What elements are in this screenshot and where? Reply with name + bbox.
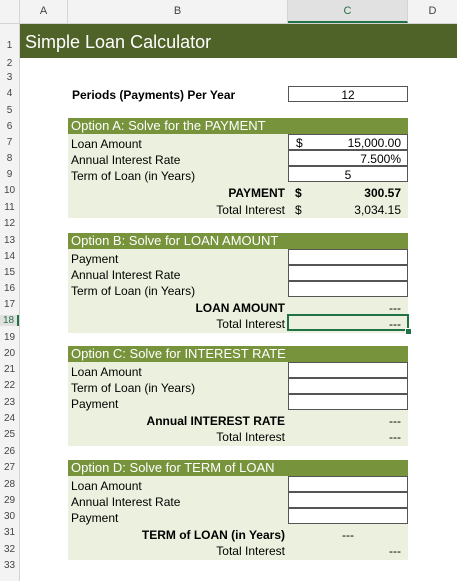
row-header[interactable]: 19	[3, 332, 16, 343]
option-a-loan-amount-label: Loan Amount	[71, 137, 142, 151]
option-d-payment-label: Payment	[71, 511, 119, 525]
column-header-row	[0, 0, 457, 24]
option-a-term-input[interactable]	[288, 166, 408, 182]
option-c-term-input[interactable]	[288, 378, 408, 394]
row-header[interactable]: 5	[6, 105, 13, 116]
row-header[interactable]: 27	[3, 462, 16, 473]
option-a-total-interest-label: Total Interest	[216, 203, 285, 217]
row-header[interactable]: 16	[3, 283, 16, 294]
periods-label: Periods (Payments) Per Year	[72, 88, 236, 102]
option-c-rate-label: Annual INTEREST RATE	[146, 414, 285, 428]
option-b-rate-label: Annual Interest Rate	[71, 268, 181, 282]
option-b-loan-amount-label: LOAN AMOUNT	[195, 301, 285, 315]
option-a-payment-currency: $	[295, 186, 302, 200]
option-c-term-label: Term of Loan (in Years)	[71, 381, 196, 395]
fill-handle[interactable]	[405, 328, 412, 335]
option-c-rate-value[interactable]: ---	[389, 414, 401, 428]
option-b-rate-input[interactable]	[288, 265, 408, 281]
option-a-total-interest-currency: $	[295, 203, 302, 217]
option-b-payment-label: Payment	[71, 252, 119, 266]
option-b-total-interest-label: Total Interest	[216, 317, 285, 331]
row-header[interactable]: 24	[3, 413, 16, 424]
option-d-term-value[interactable]: ---	[342, 528, 354, 542]
row-header[interactable]: 1	[6, 40, 13, 51]
row-header[interactable]: 2	[6, 58, 13, 69]
option-a-loan-amount-currency: $	[296, 136, 303, 150]
row-header[interactable]: 23	[3, 397, 16, 408]
row-header[interactable]: 15	[3, 267, 16, 278]
row-header[interactable]: 20	[3, 348, 16, 359]
option-c-loan-amount-input[interactable]	[288, 362, 408, 378]
option-c-header: Option C: Solve for INTEREST RATE	[68, 346, 408, 362]
row-header[interactable]: 7	[6, 137, 13, 148]
option-d-rate-input[interactable]	[288, 492, 408, 508]
row-header[interactable]: 11	[4, 202, 15, 213]
option-a-total-interest-value[interactable]: 3,034.15	[354, 203, 401, 217]
column-header-d[interactable]: D	[428, 5, 437, 17]
row-header[interactable]: 25	[3, 429, 16, 440]
option-d-header: Option D: Solve for TERM of LOAN	[68, 460, 408, 476]
option-b-total-interest-value[interactable]: ---	[389, 317, 401, 331]
column-header-b[interactable]: B	[68, 0, 288, 23]
row-header[interactable]: 9	[6, 169, 13, 180]
option-c-loan-amount-label: Loan Amount	[71, 365, 142, 379]
row-header[interactable]: 33	[3, 560, 16, 571]
option-d-total-interest-value[interactable]: ---	[389, 544, 401, 558]
option-b-loan-amount-value[interactable]: ---	[389, 301, 401, 315]
option-a-payment-label: PAYMENT	[228, 186, 285, 200]
option-a-rate-label: Annual Interest Rate	[71, 153, 181, 167]
option-a-rate-value: 7.500%	[360, 152, 401, 166]
column-header-a[interactable]: A	[20, 0, 68, 23]
option-a-loan-amount-input[interactable]	[288, 134, 408, 150]
row-header[interactable]: 32	[3, 544, 16, 555]
option-a-loan-amount-value: 15,000.00	[347, 136, 401, 150]
row-header[interactable]: 31	[3, 527, 16, 538]
option-b-payment-input[interactable]	[288, 249, 408, 265]
option-d-loan-amount-input[interactable]	[288, 476, 408, 492]
option-c-payment-input[interactable]	[288, 394, 408, 410]
row-header[interactable]: 21	[3, 364, 16, 375]
option-d-total-interest-label: Total Interest	[216, 544, 285, 558]
row-header[interactable]: 17	[3, 299, 16, 310]
row-header[interactable]: 29	[3, 495, 16, 506]
periods-value: 12	[341, 88, 355, 102]
option-a-term-label: Term of Loan (in Years)	[71, 169, 196, 183]
option-a-payment-value[interactable]: 300.57	[364, 186, 401, 200]
row-header[interactable]: 10	[3, 185, 16, 196]
periods-input[interactable]	[288, 86, 408, 102]
row-header[interactable]: 22	[3, 380, 16, 391]
option-c-total-interest-label: Total Interest	[216, 430, 285, 444]
option-a-header: Option A: Solve for the PAYMENT	[68, 118, 408, 134]
row-header-column	[0, 24, 20, 581]
option-b-term-input[interactable]	[288, 281, 408, 297]
option-b-term-label: Term of Loan (in Years)	[71, 284, 196, 298]
option-d-loan-amount-label: Loan Amount	[71, 479, 142, 493]
row-header-selected[interactable]: 18	[0, 315, 19, 326]
row-header[interactable]: 13	[3, 235, 16, 246]
row-header[interactable]: 28	[3, 479, 16, 490]
option-a-rate-input[interactable]	[288, 150, 408, 166]
sheet-title[interactable]: Simple Loan Calculator	[25, 32, 212, 52]
row-header[interactable]: 3	[6, 72, 13, 83]
selected-cell-c18[interactable]	[287, 314, 409, 331]
option-c-total-interest-value[interactable]: ---	[389, 430, 401, 444]
row-header[interactable]: 26	[3, 446, 16, 457]
option-a-term-value: 5	[344, 168, 352, 182]
option-d-rate-label: Annual Interest Rate	[71, 495, 181, 509]
option-b-header: Option B: Solve for LOAN AMOUNT	[68, 233, 408, 249]
option-d-payment-input[interactable]	[288, 508, 408, 524]
column-header-c[interactable]: C	[288, 0, 408, 23]
row-header[interactable]: 30	[3, 511, 16, 522]
row-header[interactable]: 12	[3, 218, 16, 229]
row-header[interactable]: 14	[3, 251, 16, 262]
option-c-payment-label: Payment	[71, 397, 119, 411]
row-header[interactable]: 8	[6, 153, 13, 164]
row-header[interactable]: 6	[6, 121, 13, 132]
select-all-corner[interactable]	[0, 0, 20, 23]
row-header[interactable]: 4	[6, 88, 13, 99]
option-d-term-label: TERM of LOAN (in Years)	[141, 528, 285, 542]
